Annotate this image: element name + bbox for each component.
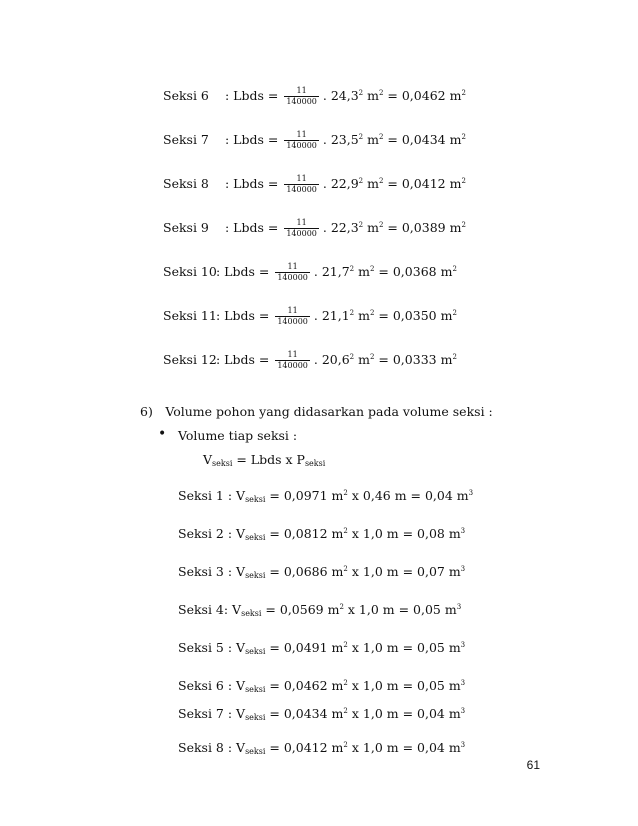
result: = 0,0434 m — [383, 132, 462, 147]
exponent: 3 — [468, 489, 474, 497]
lbds-sep: : Lbds = — [216, 308, 270, 323]
volume-label: Seksi 8 : V — [178, 740, 246, 755]
volume-row — [178, 706, 465, 722]
exponent: 2 — [461, 177, 466, 185]
exponent: 2 — [343, 741, 348, 749]
exponent: 2 — [461, 221, 466, 229]
exponent: 3 — [460, 679, 466, 687]
exponent: 2 — [378, 177, 384, 185]
fraction-numerator: 11 — [284, 218, 319, 229]
volume-row — [178, 602, 461, 618]
lbds-label: Seksi 10 — [163, 264, 217, 279]
fraction-denominator: 140000 — [286, 185, 317, 194]
area-value: = 0,0412 m — [265, 740, 344, 755]
volume-row — [178, 640, 465, 656]
volume-result: x 1,0 m = 0,05 m — [343, 602, 457, 617]
exponent: 2 — [349, 265, 355, 273]
volume-label: Seksi 2 : V — [178, 526, 246, 541]
exponent: 3 — [456, 603, 462, 611]
subscript: seksi — [241, 609, 262, 618]
lbds-label: Seksi 12 — [163, 352, 217, 367]
exponent: 2 — [343, 679, 348, 687]
exponent: 2 — [343, 527, 348, 535]
lbds-sep: : Lbds = — [225, 176, 279, 191]
unit: m — [354, 352, 370, 367]
fraction-denominator: 140000 — [277, 361, 308, 370]
lbds-row — [163, 174, 466, 195]
exponent: 2 — [358, 133, 364, 141]
diameter: . 22,3 — [322, 220, 359, 235]
volume-result: x 1,0 m = 0,04 m — [347, 706, 461, 721]
exponent: 2 — [349, 309, 355, 317]
diameter: . 21,7 — [313, 264, 350, 279]
fraction-denominator: 140000 — [277, 273, 308, 282]
exponent: 3 — [460, 707, 466, 715]
exponent: 2 — [358, 89, 364, 97]
exponent: 2 — [369, 265, 375, 273]
exponent: 3 — [460, 565, 466, 573]
fraction — [284, 130, 319, 151]
lbds-label: Seksi 9 — [163, 220, 209, 235]
fraction-numerator: 11 — [275, 350, 310, 361]
lbds-label: Seksi 11 — [163, 308, 217, 323]
exponent: 2 — [452, 353, 457, 361]
exponent: 2 — [358, 221, 364, 229]
diameter: . 22,9 — [322, 176, 359, 191]
unit: m — [363, 88, 379, 103]
volume-result: x 0,46 m = 0,04 m — [347, 488, 469, 503]
fraction-numerator: 11 — [284, 174, 319, 185]
diameter: . 24,3 — [322, 88, 359, 103]
fraction — [275, 262, 310, 283]
exponent: 2 — [378, 221, 384, 229]
subscript: seksi — [212, 459, 233, 468]
volume-row — [178, 564, 465, 580]
subscript: seksi — [245, 533, 266, 542]
volume-label: Seksi 6 : V — [178, 678, 246, 693]
diameter: . 20,6 — [313, 352, 350, 367]
exponent: 2 — [339, 603, 344, 611]
fraction-numerator: 11 — [275, 262, 310, 273]
diameter: . 23,5 — [322, 132, 359, 147]
fraction-denominator: 140000 — [286, 97, 317, 106]
volume-row — [178, 488, 473, 504]
exponent: 2 — [349, 353, 355, 361]
exponent: 2 — [343, 565, 348, 573]
exponent: 3 — [460, 741, 466, 749]
lbds-label: Seksi 8 — [163, 176, 209, 191]
fraction — [284, 218, 319, 239]
fraction-denominator: 140000 — [277, 317, 308, 326]
exponent: 2 — [378, 133, 384, 141]
result: = 0,0333 m — [374, 352, 453, 367]
volume-formula — [203, 452, 325, 468]
lbds-sep: : Lbds = — [225, 88, 279, 103]
lbds-row — [163, 350, 457, 371]
fraction — [275, 350, 310, 371]
lbds-row — [163, 86, 466, 107]
volume-label: Seksi 4: V — [178, 602, 242, 617]
result: = 0,0462 m — [383, 88, 462, 103]
lbds-row — [163, 306, 457, 327]
lbds-sep: : Lbds = — [225, 132, 279, 147]
fraction — [284, 174, 319, 195]
subscript: seksi — [245, 647, 266, 656]
fraction-denominator: 140000 — [286, 141, 317, 150]
result: = 0,0389 m — [383, 220, 462, 235]
lbds-row — [163, 218, 466, 239]
volume-result: x 1,0 m = 0,05 m — [347, 678, 461, 693]
volume-result: x 1,0 m = 0,04 m — [347, 740, 461, 755]
volume-row — [178, 678, 465, 694]
exponent: 3 — [460, 641, 466, 649]
area-value: = 0,0971 m — [265, 488, 344, 503]
exponent: 2 — [343, 707, 348, 715]
section-heading: 6) Volume pohon yang didasarkan pada volume seksi : — [140, 404, 493, 419]
fraction-numerator: 11 — [284, 130, 319, 141]
volume-result: x 1,0 m = 0,08 m — [347, 526, 461, 541]
exponent: 2 — [343, 489, 348, 497]
exponent: 2 — [369, 309, 375, 317]
area-value: = 0,0462 m — [265, 678, 344, 693]
unit: m — [363, 220, 379, 235]
result: = 0,0350 m — [374, 308, 453, 323]
result: = 0,0368 m — [374, 264, 453, 279]
fraction-denominator: 140000 — [286, 229, 317, 238]
result: = 0,0412 m — [383, 176, 462, 191]
volume-result: x 1,0 m = 0,07 m — [347, 564, 461, 579]
lbds-label: Seksi 7 — [163, 132, 209, 147]
area-value: = 0,0812 m — [265, 526, 344, 541]
bullet-text: Volume tiap seksi : — [178, 428, 298, 443]
subscript: seksi — [245, 713, 266, 722]
exponent: 2 — [358, 177, 364, 185]
area-value: = 0,0686 m — [265, 564, 344, 579]
fraction-numerator: 11 — [284, 86, 319, 97]
volume-row — [178, 526, 465, 542]
fraction — [275, 306, 310, 327]
subscript: seksi — [304, 459, 326, 468]
unit: m — [363, 132, 379, 147]
lbds-label: Seksi 6 — [163, 88, 209, 103]
unit: m — [354, 264, 370, 279]
area-value: = 0,0491 m — [265, 640, 344, 655]
subscript: seksi — [245, 495, 266, 504]
subscript: seksi — [245, 685, 266, 694]
exponent: 2 — [452, 265, 457, 273]
lbds-sep: : Lbds = — [225, 220, 279, 235]
fraction — [284, 86, 319, 107]
unit: m — [363, 176, 379, 191]
lbds-row — [163, 262, 457, 283]
volume-label: Seksi 7 : V — [178, 706, 246, 721]
diameter: . 21,1 — [313, 308, 350, 323]
page-number: 61 — [526, 758, 540, 772]
exponent: 2 — [343, 641, 348, 649]
formula-mid: = Lbds x P — [232, 452, 305, 467]
exponent: 2 — [378, 89, 384, 97]
subscript: seksi — [245, 747, 266, 756]
exponent: 2 — [461, 89, 466, 97]
volume-row — [178, 740, 465, 756]
exponent: 2 — [369, 353, 375, 361]
volume-result: x 1,0 m = 0,05 m — [347, 640, 461, 655]
fraction-numerator: 11 — [275, 306, 310, 317]
unit: m — [354, 308, 370, 323]
lbds-sep: : Lbds = — [216, 352, 270, 367]
exponent: 2 — [452, 309, 457, 317]
volume-label: Seksi 3 : V — [178, 564, 246, 579]
volume-label: Seksi 5 : V — [178, 640, 246, 655]
exponent: 2 — [461, 133, 466, 141]
area-value: = 0,0434 m — [265, 706, 344, 721]
subscript: seksi — [245, 571, 266, 580]
bullet-icon: • — [158, 426, 167, 442]
area-value: = 0,0569 m — [261, 602, 340, 617]
volume-label: Seksi 1 : V — [178, 488, 246, 503]
lbds-sep: : Lbds = — [216, 264, 270, 279]
exponent: 3 — [460, 527, 466, 535]
formula-v: V — [203, 452, 213, 467]
lbds-row — [163, 130, 466, 151]
